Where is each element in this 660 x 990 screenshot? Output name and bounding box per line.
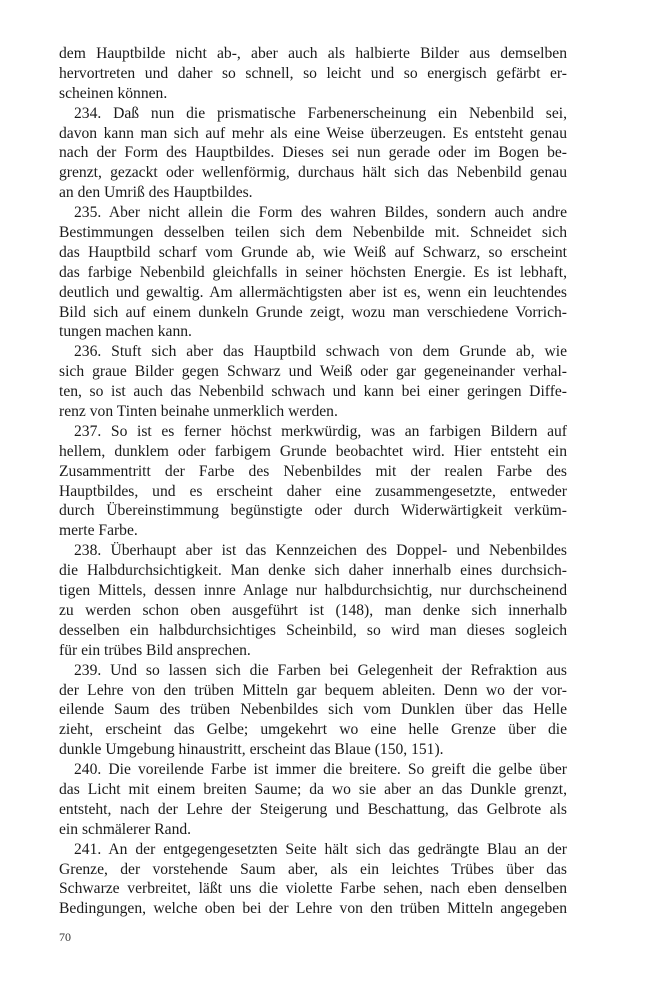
text-line: durch Übereinstimmung begünstigte oder durch Widerwärtigkeit verküm- bbox=[59, 502, 567, 520]
text-line: Bestimmungen desselben teilen sich dem Nebenbilde mit. Schneidet sich bbox=[59, 224, 567, 242]
text-line: nach der Form des Hauptbildes. Dieses sei nun gerade oder im Bogen be- bbox=[59, 144, 567, 162]
text-line: zu werden schon oben ausgeführt ist (148), man denke sich innerhalb bbox=[59, 601, 567, 619]
text-line: Schwarze verbreitet, läßt uns die violette Farbe sehen, nach eben denselben bbox=[59, 880, 567, 898]
text-line: Grenze, der vorstehende Saum aber, als ein leichtes Trübes über das bbox=[59, 860, 567, 878]
text-line: das Licht mit einem breiten Saume; da wo sie aber an das Dunkle grenzt, bbox=[59, 780, 567, 798]
text-line: das Hauptbild scharf vom Grunde ab, wie Weiß auf Schwarz, so erscheint bbox=[59, 243, 567, 261]
text-line: an den Umriß des Hauptbildes. bbox=[59, 184, 253, 202]
text-line: entsteht, nach der Lehre der Steigerung und Beschattung, das Gelbrote als bbox=[59, 800, 567, 818]
text-line: ten, so ist auch das Nebenbild schwach und kann bei einer geringen Diffe- bbox=[59, 383, 567, 401]
text-line: scheinen können. bbox=[59, 84, 168, 102]
text-line: 239. Und so lassen sich die Farben bei Gelegenheit der Refraktion aus bbox=[74, 661, 567, 679]
text-line: merte Farbe. bbox=[59, 522, 138, 540]
text-line: der Lehre von den trüben Mitteln gar bequem ableiten. Denn wo der vor- bbox=[59, 681, 567, 699]
text-line: dem Hauptbilde nicht ab-, aber auch als halbierte Bilder aus demselben bbox=[59, 45, 567, 62]
text-line: 237. So ist es ferner höchst merkwürdig, was an farbigen Bildern auf bbox=[74, 422, 567, 440]
text-line: eilende Saum des trüben Nebenbildes sich vom Dunklen über das Helle bbox=[59, 701, 567, 719]
text-line: tungen machen kann. bbox=[59, 323, 192, 341]
page-number: 70 bbox=[59, 930, 71, 944]
text-line: davon kann man sich auf mehr als eine Weise überzeugen. Es entsteht genau bbox=[59, 124, 567, 142]
text-line: für ein trübes Bild ansprechen. bbox=[59, 641, 251, 659]
text-line: die Halbdurchsichtigkeit. Man denke sich daher innerhalb eines durchsich- bbox=[59, 562, 567, 580]
text-line: 241. An der entgegengesetzten Seite hält sich das gedrängte Blau an der bbox=[74, 840, 567, 858]
text-line: deutlich und gewaltig. Am allermächtigsten aber ist es, wenn ein leuchtendes bbox=[59, 283, 567, 301]
text-line: renz von Tinten beinahe unmerklich werden. bbox=[59, 403, 338, 421]
text-line: Hauptbildes, und es erscheint daher eine zusammengesetzte, entweder bbox=[59, 482, 567, 500]
text-line: 235. Aber nicht allein die Form des wahren Bildes, sondern auch andre bbox=[74, 204, 567, 222]
text-line: 240. Die voreilende Farbe ist immer die breitere. So greift die gelbe über bbox=[74, 761, 567, 779]
text-line: hellem, dunklem oder farbigem Grunde beobachtet wird. Hier entsteht ein bbox=[59, 442, 567, 460]
text-line: 234. Daß nun die prismatische Farbenerscheinung ein Nebenbild sei, bbox=[74, 104, 567, 122]
text-line: grenzt, gezackt oder wellenförmig, durchaus hält sich das Nebenbild genau bbox=[59, 164, 567, 182]
text-line: dunkle Umgebung hinaustritt, erscheint das Blaue (150, 151). bbox=[59, 741, 444, 759]
text-line: hervortreten und daher so schnell, so leicht und so energisch gefärbt er- bbox=[59, 64, 567, 82]
text-line: desselben ein halbdurchsichtiges Scheinbild, so wird man dieses sogleich bbox=[59, 621, 567, 639]
text-line: Bedingungen, welche oben bei der Lehre von den trüben Mitteln angegeben bbox=[59, 900, 567, 918]
page-body bbox=[59, 44, 567, 919]
text-line: 238. Überhaupt aber ist das Kennzeichen des Doppel- und Nebenbildes bbox=[74, 542, 567, 560]
text-line: sich graue Bilder gegen Schwarz und Weiß oder gar gegeneinander verhal- bbox=[59, 363, 567, 381]
text-line: 236. Stuft sich aber das Hauptbild schwach von dem Grunde ab, wie bbox=[74, 343, 567, 361]
text-line: Bild sich auf einem dunkeln Grunde zeigt, wozu man verschiedene Vorrich- bbox=[59, 303, 567, 321]
text-line: Zusammentritt der Farbe des Nebenbildes mit der realen Farbe des bbox=[59, 462, 567, 480]
text-line: ein schmälerer Rand. bbox=[59, 820, 192, 838]
text-line: tigen Mittels, dessen innre Anlage nur halbdurchsichtig, nur durchscheinend bbox=[59, 582, 567, 600]
text-line: zieht, erscheint das Gelbe; umgekehrt wo eine helle Grenze über die bbox=[59, 721, 567, 739]
text-line: das farbige Nebenbild gleichfalls in seiner höchsten Energie. Es ist lebhaft, bbox=[59, 263, 567, 281]
